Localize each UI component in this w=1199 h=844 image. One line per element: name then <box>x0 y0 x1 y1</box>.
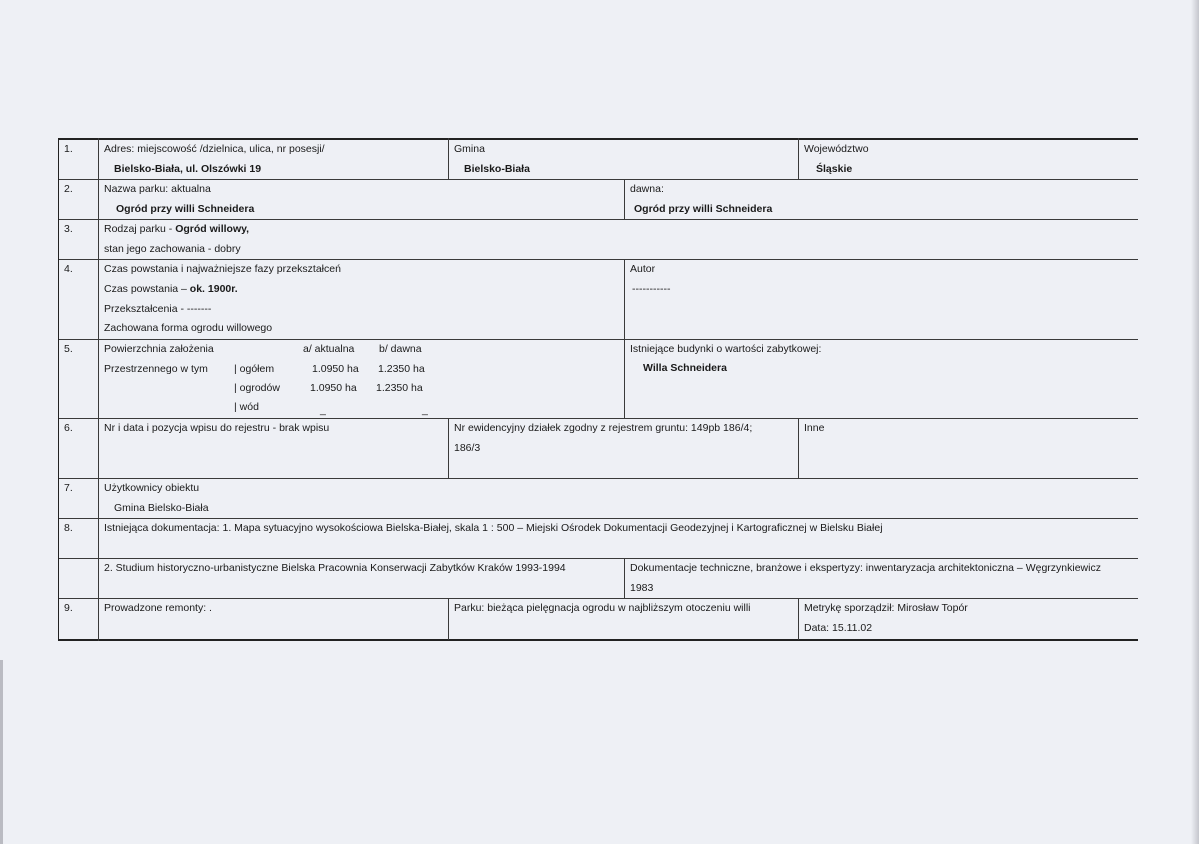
other-label: Inne <box>804 422 825 434</box>
row-divider <box>58 418 1138 419</box>
scan-edge-shadow <box>1191 0 1199 844</box>
parcel-numbers: Nr ewidencyjny działek zgodny z rejestrem gruntu: 149pb 186/4; <box>454 422 753 434</box>
column-divider <box>624 259 625 419</box>
prepared-date: Data: 15.11.02 <box>804 622 873 634</box>
column-divider <box>798 138 799 180</box>
author-label: Autor <box>630 263 656 275</box>
table-bottom-border <box>58 639 1138 641</box>
area-line-label: | wód <box>234 401 259 413</box>
column-divider <box>624 558 625 599</box>
park-name-value: Ogród przy willi Schneidera <box>116 203 255 215</box>
address-label: Adres: miejscowość /dzielnica, ulica, nr posesji/ <box>104 143 325 155</box>
area-former-header: b/ dawna <box>379 343 422 355</box>
users-value: Gmina Bielsko-Biała <box>114 502 209 514</box>
number-column-divider <box>98 138 99 641</box>
row-divider <box>58 518 1138 519</box>
area-line-label: | ogółem <box>234 363 275 375</box>
spatial-label: Przestrzennego w tym <box>104 363 208 375</box>
column-divider <box>448 418 449 479</box>
repairs: Prowadzone remonty: . <box>104 602 212 614</box>
park-maintenance: Parku: bieżąca pielęgnacja ogrodu w najbliższym otoczeniu willi <box>454 602 751 614</box>
park-type: Rodzaj parku - Ogród willowy, <box>104 223 250 235</box>
row-number: 3. <box>64 223 73 235</box>
column-divider <box>448 138 449 180</box>
preserved-form: Zachowana forma ogrodu willowego <box>104 322 273 334</box>
author-value: ----------- <box>632 283 671 295</box>
row-divider <box>58 558 1138 559</box>
documentation-2: 2. Studium historyczno-urbanistyczne Bielska Pracownia Konserwacji Zabytków Kraków 1993-1994 <box>104 562 566 574</box>
area-current-value: 1.0950 ha <box>312 363 359 375</box>
row-number: 8. <box>64 522 73 534</box>
transformations: Przekształcenia - ------- <box>104 303 212 315</box>
area-current-header: a/ aktualna <box>303 343 355 355</box>
area-label: Powierzchnia założenia <box>104 343 214 355</box>
row-number: 7. <box>64 482 73 494</box>
former-name-value: Ogród przy willi Schneidera <box>634 203 773 215</box>
buildings-label: Istniejące budynki o wartości zabytkowej: <box>630 343 822 355</box>
row-number: 9. <box>64 602 73 614</box>
users-label: Użytkownicy obiektu <box>104 482 200 494</box>
buildings-value: Willa Schneidera <box>643 362 727 374</box>
scan-edge-mark <box>0 660 3 844</box>
row-divider <box>58 259 1138 260</box>
row-divider <box>58 598 1138 599</box>
row-divider <box>58 179 1138 180</box>
area-former-value: 1.2350 ha <box>378 363 425 375</box>
row-number: 2. <box>64 183 73 195</box>
row-number: 1. <box>64 143 73 155</box>
area-current-value: _ <box>320 404 326 416</box>
documentation-1: Istniejąca dokumentacja: 1. Mapa sytuacyjno wysokościowa Bielska-Białej, skala 1 : 500 – Miejski Ośrodek Dokumentacji Geodezyjnej i Kartograficznej w Bielsku Białej <box>104 522 883 534</box>
row-divider <box>58 339 1138 340</box>
parcel-numbers-cont: 186/3 <box>454 442 481 454</box>
column-divider <box>798 598 799 640</box>
park-name-label: Nazwa parku: aktualna <box>104 183 211 195</box>
park-condition: stan jego zachowania - dobry <box>104 243 241 255</box>
area-current-value: 1.0950 ha <box>310 382 357 394</box>
gmina-label: Gmina <box>454 143 485 155</box>
row-number: 5. <box>64 343 73 355</box>
area-former-value: 1.2350 ha <box>376 382 423 394</box>
column-divider <box>798 418 799 479</box>
row-number: 6. <box>64 422 73 434</box>
gmina-value: Bielsko-Biała <box>464 163 530 175</box>
row-divider <box>58 219 1138 220</box>
row-number: 4. <box>64 263 73 275</box>
documentation-3-cont: 1983 <box>630 582 654 594</box>
area-former-value: _ <box>422 404 428 416</box>
column-divider <box>448 598 449 640</box>
table-top-border <box>58 138 1138 140</box>
prepared-by: Metrykę sporządził: Mirosław Topór <box>804 602 968 614</box>
registry-entry: Nr i data i pozycja wpisu do rejestru - brak wpisu <box>104 422 330 434</box>
column-divider <box>624 179 625 220</box>
area-line-label: | ogrodów <box>234 382 280 394</box>
documentation-3: Dokumentacje techniczne, branżowe i ekspertyzy: inwentaryzacja architektoniczna – Węgrzynkiewicz <box>630 562 1101 574</box>
table-left-border <box>58 138 59 641</box>
voivodeship-label: Województwo <box>804 143 869 155</box>
phases-label: Czas powstania i najważniejsze fazy przekształceń <box>104 263 341 275</box>
voivodeship-value: Śląskie <box>816 163 853 175</box>
address-value: Bielsko-Biała, ul. Olszówki 19 <box>114 163 262 175</box>
row-divider <box>58 478 1138 479</box>
former-name-label: dawna: <box>630 183 664 195</box>
creation-time: Czas powstania – ok. 1900r. <box>104 283 238 295</box>
